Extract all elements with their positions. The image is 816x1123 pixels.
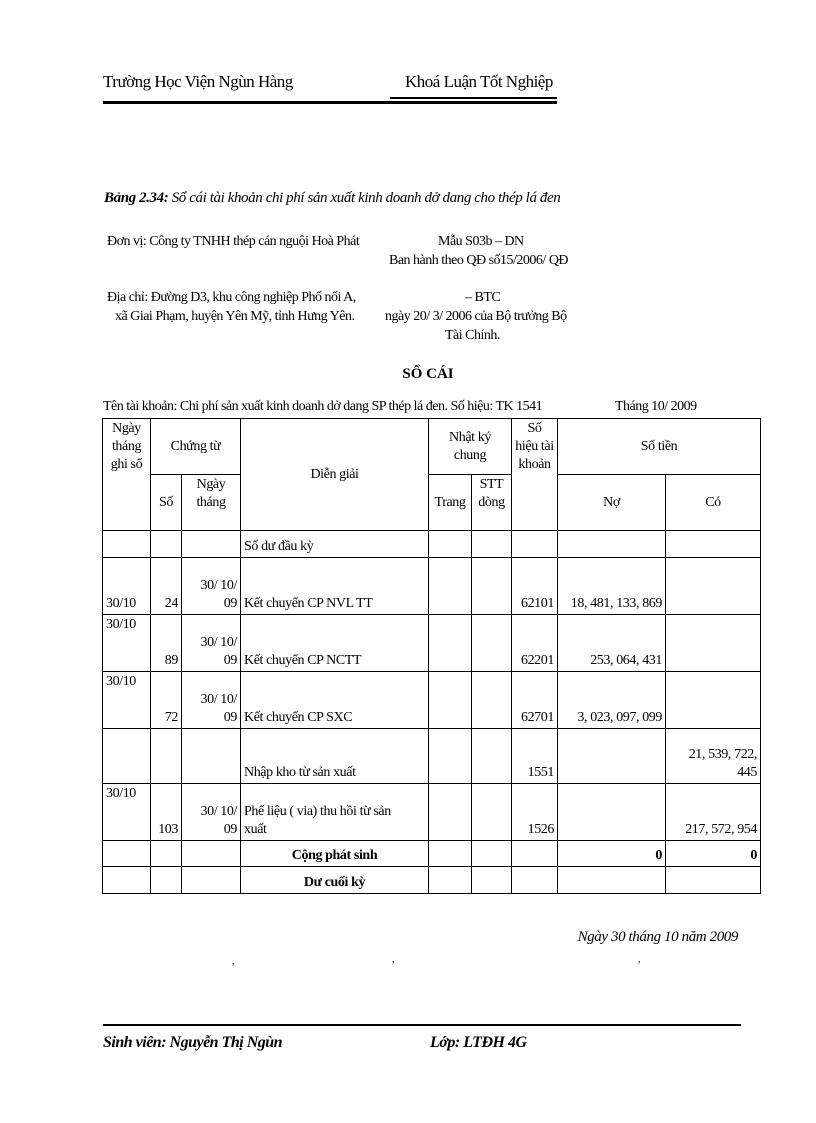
col-page: Trang	[429, 475, 472, 531]
row-voucher-date: 30/ 10/ 09	[182, 558, 241, 615]
total-credit: 0	[666, 841, 761, 867]
footer-class: Lớp: LTĐH 4G	[430, 1034, 527, 1051]
row-description: Kết chuyển CP NCTT	[241, 615, 429, 672]
row-credit	[666, 615, 761, 672]
ledger-table	[102, 418, 761, 894]
col-voucher: Chứng từ	[151, 419, 241, 475]
footer-student: Sinh viên: Nguyễn Thị Ngùn	[103, 1034, 283, 1051]
row-debit: 253, 064, 431	[558, 615, 666, 672]
row-account: 1551	[512, 729, 558, 784]
row-date: 30/10	[103, 558, 151, 615]
company-address-1: Địa chỉ: Đường D3, khu công nghiệp Phố nối A,	[107, 290, 356, 305]
closing-label: Dư cuối kỳ	[241, 867, 429, 894]
form-decision-suffix: – BTC	[465, 290, 501, 305]
col-credit: Có	[666, 475, 761, 531]
row-debit	[558, 784, 666, 841]
col-voucher-no: Số	[151, 475, 182, 531]
col-account: Số hiệu tài khoản	[512, 419, 558, 531]
col-voucher-date: Ngày tháng	[182, 475, 241, 531]
row-voucher-date: 30/ 10/ 09	[182, 615, 241, 672]
header-rule-thin	[390, 97, 557, 99]
footer-rule	[103, 1024, 741, 1026]
total-debit: 0	[558, 841, 666, 867]
stray-mark: ,	[392, 954, 395, 965]
closing-row	[103, 867, 761, 894]
school-name: Trường Học Viện Ngùn Hàng	[103, 72, 293, 91]
row-account: 62701	[512, 672, 558, 729]
total-row	[103, 841, 761, 867]
caption-label: Bảng 2.34:	[104, 190, 169, 206]
header-row-2	[103, 475, 761, 531]
table-row	[103, 615, 761, 672]
opening-label: Số dư đầu kỳ	[241, 531, 429, 558]
signature-date: Ngày 30 tháng 10 năm 2009	[577, 929, 738, 945]
stray-mark: ,	[638, 954, 641, 965]
col-amount: Số tiền	[558, 419, 761, 475]
col-date-recorded: Ngày tháng ghi sổ	[103, 419, 151, 531]
header-rule	[103, 101, 557, 104]
row-voucher-no: 24	[151, 558, 182, 615]
form-code: Mẫu S03b – DN	[438, 234, 524, 249]
row-voucher-no: 72	[151, 672, 182, 729]
total-label: Cộng phát sinh	[241, 841, 429, 867]
ledger-title: SỔ CÁI	[402, 366, 454, 382]
caption-text: Sổ cái tài khoản chi phí sản xuất kinh doanh dở dang cho thép lá đen	[168, 190, 561, 206]
row-date: 30/10	[103, 784, 151, 841]
row-voucher-date: 30/ 10/ 09	[182, 672, 241, 729]
col-debit: Nợ	[558, 475, 666, 531]
company-unit: Đơn vị: Công ty TNHH thép cán nguội Hoà Phát	[107, 234, 360, 249]
form-decision: Ban hành theo QĐ số15/2006/ QĐ	[389, 253, 569, 268]
row-voucher-date: 30/ 10/ 09	[182, 784, 241, 841]
table-row	[103, 729, 761, 784]
document-type: Khoá Luận Tốt Nghiệp	[405, 72, 553, 91]
row-debit: 18, 481, 133, 869	[558, 558, 666, 615]
row-voucher-no: 103	[151, 784, 182, 841]
row-account: 1526	[512, 784, 558, 841]
row-account: 62201	[512, 615, 558, 672]
row-credit: 21, 539, 722, 445	[666, 729, 761, 784]
row-credit	[666, 558, 761, 615]
row-description: Nhập kho từ sản xuất	[241, 729, 429, 784]
row-date: 30/10	[103, 672, 151, 729]
row-credit	[666, 672, 761, 729]
col-journal: Nhật ký chung	[429, 419, 512, 475]
table-row	[103, 784, 761, 841]
company-address-2: xã Giai Phạm, huyện Yên Mỹ, tỉnh Hưng Yên.	[115, 309, 355, 324]
row-description: Kết chuyển CP SXC	[241, 672, 429, 729]
table-caption	[104, 190, 560, 207]
form-date: ngày 20/ 3/ 2006 của Bộ trưởng Bộ	[385, 309, 567, 324]
stray-mark: ,	[232, 956, 235, 967]
ledger-month: Tháng 10/ 2009	[615, 399, 697, 414]
header-row-1	[103, 419, 761, 475]
form-ministry: Tài Chính.	[445, 328, 500, 343]
col-description: Diễn giải	[241, 419, 429, 531]
row-date: 30/10	[103, 615, 151, 672]
row-credit: 217, 572, 954	[666, 784, 761, 841]
row-voucher-no: 89	[151, 615, 182, 672]
table-row	[103, 672, 761, 729]
table-row	[103, 558, 761, 615]
col-line-no: STT dòng	[472, 475, 512, 531]
row-description: Phế liệu ( via) thu hồi từ sản xuất	[241, 784, 429, 841]
row-debit: 3, 023, 097, 099	[558, 672, 666, 729]
row-description: Kết chuyển CP NVL TT	[241, 558, 429, 615]
account-name: Tên tài khoản: Chi phí sản xuất kinh doanh dở dang SP thép lá đen. Số hiệu: TK 1541	[103, 399, 543, 414]
opening-row	[103, 531, 761, 558]
row-account: 62101	[512, 558, 558, 615]
